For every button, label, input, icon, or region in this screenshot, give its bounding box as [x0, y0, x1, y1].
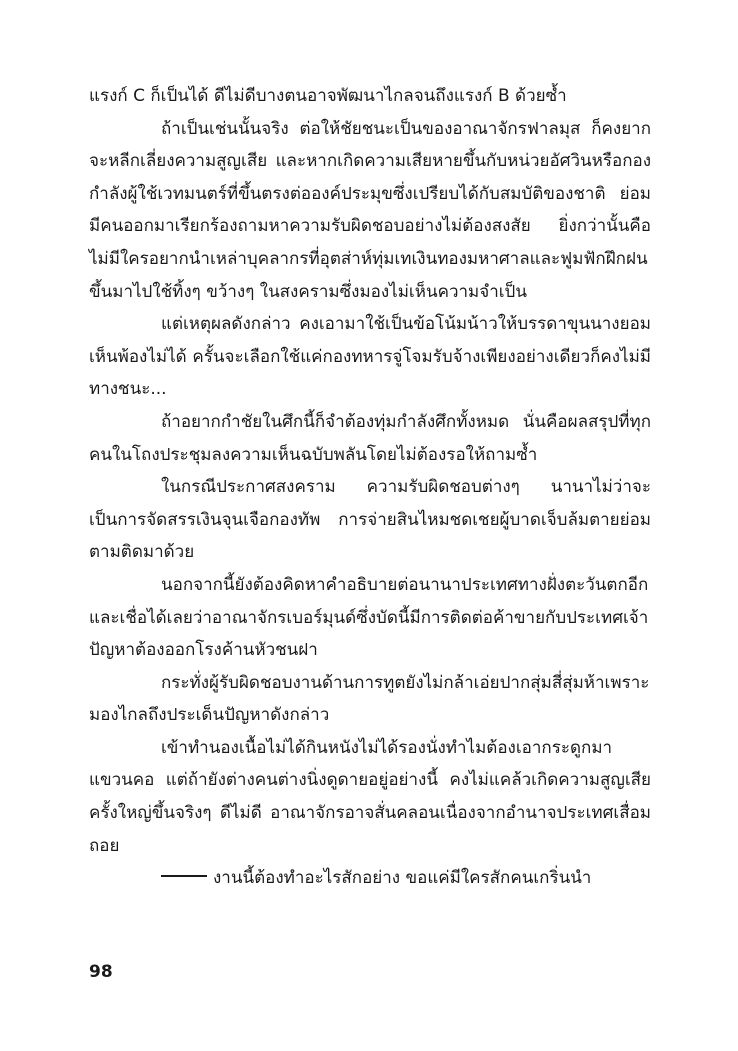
dialogue-text: งานนี้ต้องทำอะไรสักอย่าง ขอแค่มีใครสักคนเกริ่นนำ [213, 868, 592, 889]
paragraph: ถ้าอยากกำชัยในศึกนี้ก็จำต้องทุ่มกำลังศึกทั้งหมด นั่นคือผลสรุปที่ทุกคนในโถงประชุมลงความเห็นฉบับพลันโดยไม่ต้องรอให้ถามซ้ำ [89, 411, 651, 465]
page-number: 98 [89, 962, 113, 982]
body-text [89, 80, 651, 895]
paragraph: แรงก์ C ก็เป็นได้ ดีไม่ดีบางตนอาจพัฒนาไกลจนถึงแรงก์ B ด้วยซ้ำ [89, 86, 567, 106]
dialogue-paragraph [89, 862, 651, 895]
paragraph: เข้าทำนองเนื้อไม่ได้กินหนังไม่ได้รองนั่งทำไมต้องเอากระดูกมาแขวนคอ แต่ถ้ายังต่างคนต่างนิ่งดูดายอยู่อย่างนี้ คงไม่แคล้วเกิดความสูญเสียครั้งใหญ่ขึ้นจริงๆ ดีไม่ดี อาณาจักรอาจสั่นคลอนเนื่องจากอำนาจประเทศเสื่อมถอย [89, 737, 651, 856]
em-dash-rule [161, 875, 207, 877]
paragraph: ในกรณีประกาศสงคราม ความรับผิดชอบต่างๆ นานาไม่ว่าจะเป็นการจัดสรรเงินจุนเจือกองทัพ การจ่ายสินไหมชดเชยผู้บาดเจ็บล้มตายย่อมตามติดมาด้วย [89, 477, 651, 563]
paragraph: นอกจากนี้ยังต้องคิดหาคำอธิบายต่อนานาประเทศทางฝั่งตะวันตกอีก และเชื่อได้เลยว่าอาณาจักรเบอร์มุนด์ซึ่งบัดนี้มีการติดต่อค้าขายกับประเทศเจ้าปัญหาต้องออกโรงค้านหัวชนฝา [89, 574, 649, 661]
paragraph: ถ้าเป็นเช่นนั้นจริง ต่อให้ชัยชนะเป็นของอาณาจักรฟาลมุส ก็คงยากจะหลีกเลี่ยงความสูญเสีย และหากเกิดความเสียหายขึ้นกับหน่วยอัศวินหรือกองกำลังผู้ใช้เวทมนตร์ที่ขึ้นตรงต่อองค์ประมุขซึ่งเปรียบได้กับสมบัติของชาติ ย่อมมีคนออกมาเรียกร้องถามหาความรับผิดชอบอย่างไม่ต้องสงสัย ยิ่งกว่านั้นคือไม่มีใครอยากนำเหล่าบุคลากรที่อุตส่าห์ทุ่มเทเงินทองมหาศาลและฟูมฟักฝึกฝนขึ้นมาไปใช้ทิ้งๆ ขว้างๆ ในสงครามซึ่งมองไม่เห็นความจำเป็น [89, 118, 651, 302]
paragraph: แต่เหตุผลดังกล่าว คงเอามาใช้เป็นข้อโน้มน้าวให้บรรดาขุนนางยอมเห็นพ้องไม่ได้ ครั้นจะเลือกใช้แค่กองทหารจู่โจมรับจ้างเพียงอย่างเดียวก็คงไม่มีทางชนะ... [89, 314, 651, 400]
paragraph: กระทั่งผู้รับผิดชอบงานด้านการทูตยังไม่กล้าเอ่ยปากสุ่มสี่สุ่มห้าเพราะมองไกลถึงประเด็นปัญหาดังกล่าว [89, 672, 650, 726]
